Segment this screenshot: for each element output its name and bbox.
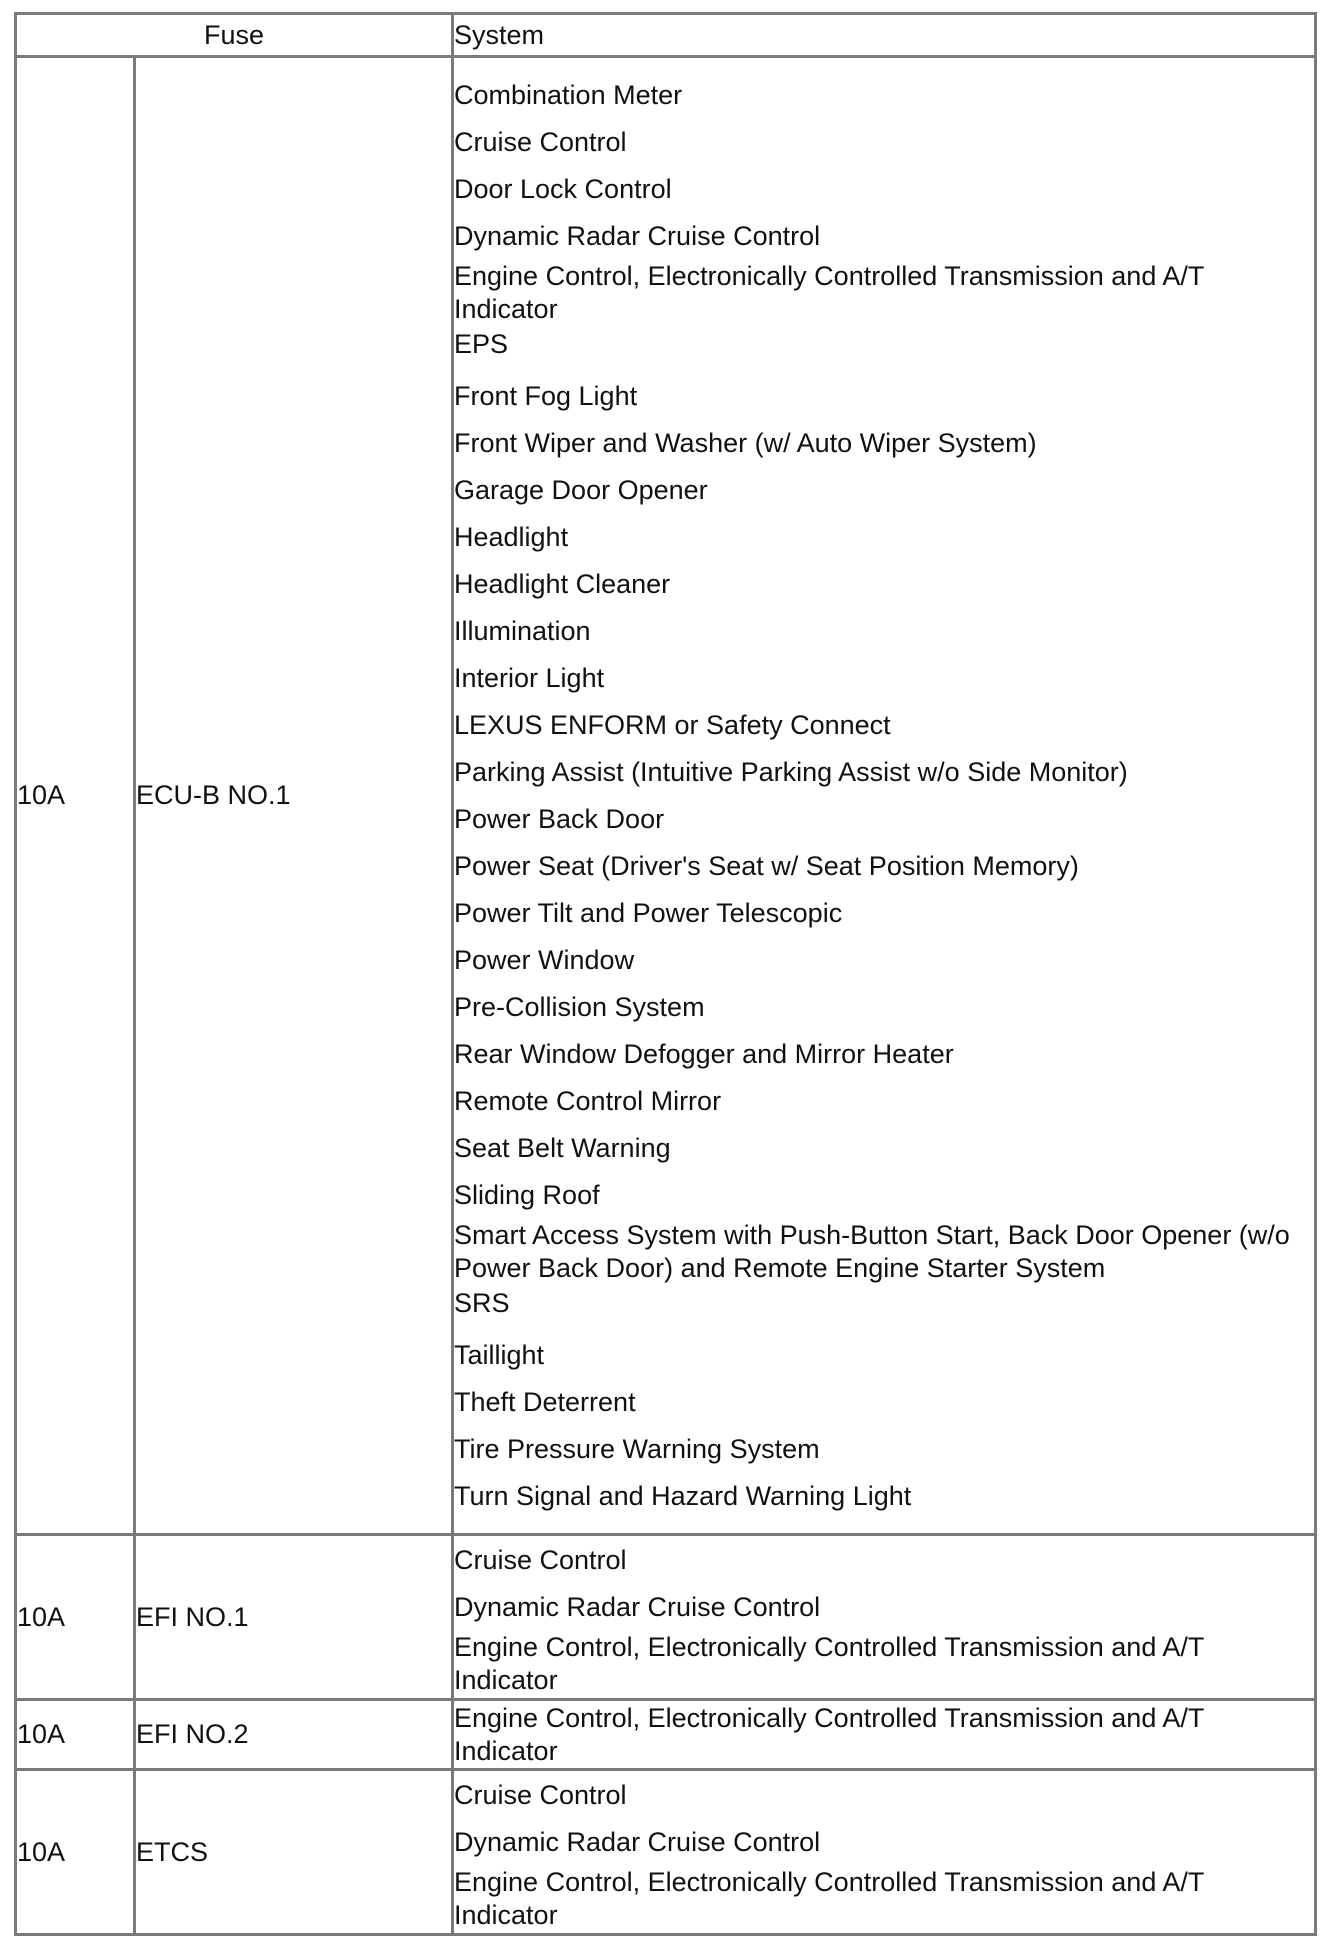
system-item: Power Tilt and Power Telescopic — [454, 897, 843, 928]
system-list — [453, 1770, 1316, 1935]
table-row — [16, 57, 1316, 1535]
system-item: Combination Meter — [454, 79, 683, 110]
fuse-name: EFI NO.1 — [135, 1535, 453, 1700]
system-item: Tire Pressure Warning System — [454, 1433, 820, 1464]
header-system: System — [453, 14, 1316, 57]
system-item: Engine Control, Electronically Controlled Transmission and A/T Indicator — [454, 1702, 1204, 1766]
fuse-name: ETCS — [135, 1770, 453, 1935]
system-item: Engine Control, Electronically Controlled Transmission and A/T Indicator — [454, 260, 1204, 324]
system-list — [453, 57, 1316, 1535]
system-item: Rear Window Defogger and Mirror Heater — [454, 1038, 954, 1069]
system-item: Garage Door Opener — [454, 474, 708, 505]
system-item: Headlight Cleaner — [454, 568, 671, 599]
system-item: Headlight — [454, 521, 569, 552]
system-item: Dynamic Radar Cruise Control — [454, 1827, 821, 1857]
system-item: Cruise Control — [454, 126, 627, 157]
fuse-amperage: 10A — [16, 1770, 135, 1935]
system-item: Parking Assist (Intuitive Parking Assist w/o Side Monitor) — [454, 756, 1128, 787]
system-list — [453, 1535, 1316, 1700]
system-item: Front Fog Light — [454, 380, 638, 411]
system-item: Engine Control, Electronically Controlled Transmission and A/T Indicator — [454, 1632, 1204, 1695]
system-item: Sliding Roof — [454, 1179, 600, 1210]
header-fuse: Fuse — [16, 14, 453, 57]
system-item: Remote Control Mirror — [454, 1085, 722, 1116]
fuse-amperage: 10A — [16, 57, 135, 1535]
system-item: Front Wiper and Washer (w/ Auto Wiper System) — [454, 427, 1037, 458]
system-item: EPS — [454, 328, 509, 359]
table-body — [16, 57, 1316, 1935]
fuse-name: ECU-B NO.1 — [135, 57, 453, 1535]
system-item: Dynamic Radar Cruise Control — [454, 220, 821, 251]
system-item: SRS — [454, 1287, 510, 1318]
fuse-name: EFI NO.2 — [135, 1700, 453, 1770]
table-row — [16, 1535, 1316, 1700]
system-item: Engine Control, Electronically Controlled Transmission and A/T Indicator — [454, 1867, 1204, 1930]
table-row — [16, 1770, 1316, 1935]
system-item: Interior Light — [454, 662, 605, 693]
table-row — [16, 1700, 1316, 1770]
system-item: Turn Signal and Hazard Warning Light — [454, 1480, 912, 1511]
fuse-amperage: 10A — [16, 1700, 135, 1770]
system-item: Theft Deterrent — [454, 1386, 636, 1417]
system-item: Door Lock Control — [454, 173, 672, 204]
fuse-amperage: 10A — [16, 1535, 135, 1700]
system-item: Cruise Control — [454, 1780, 627, 1810]
system-item: Illumination — [454, 615, 591, 646]
system-item: Pre-Collision System — [454, 991, 705, 1022]
system-item: Cruise Control — [454, 1545, 627, 1575]
system-item: Dynamic Radar Cruise Control — [454, 1592, 821, 1622]
system-item: Power Back Door — [454, 803, 665, 834]
fuse-system-table — [14, 12, 1317, 1936]
system-item: LEXUS ENFORM or Safety Connect — [454, 709, 891, 740]
system-item: Smart Access System with Push-Button Start, Back Door Opener (w/o Power Back Door) and Remote Engine Starter System — [454, 1219, 1290, 1283]
table-header-row — [16, 14, 1316, 57]
system-item: Power Window — [454, 944, 635, 975]
system-list — [453, 1700, 1316, 1770]
system-item: Power Seat (Driver's Seat w/ Seat Position Memory) — [454, 850, 1079, 881]
system-item: Taillight — [454, 1339, 545, 1370]
system-item: Seat Belt Warning — [454, 1132, 671, 1163]
